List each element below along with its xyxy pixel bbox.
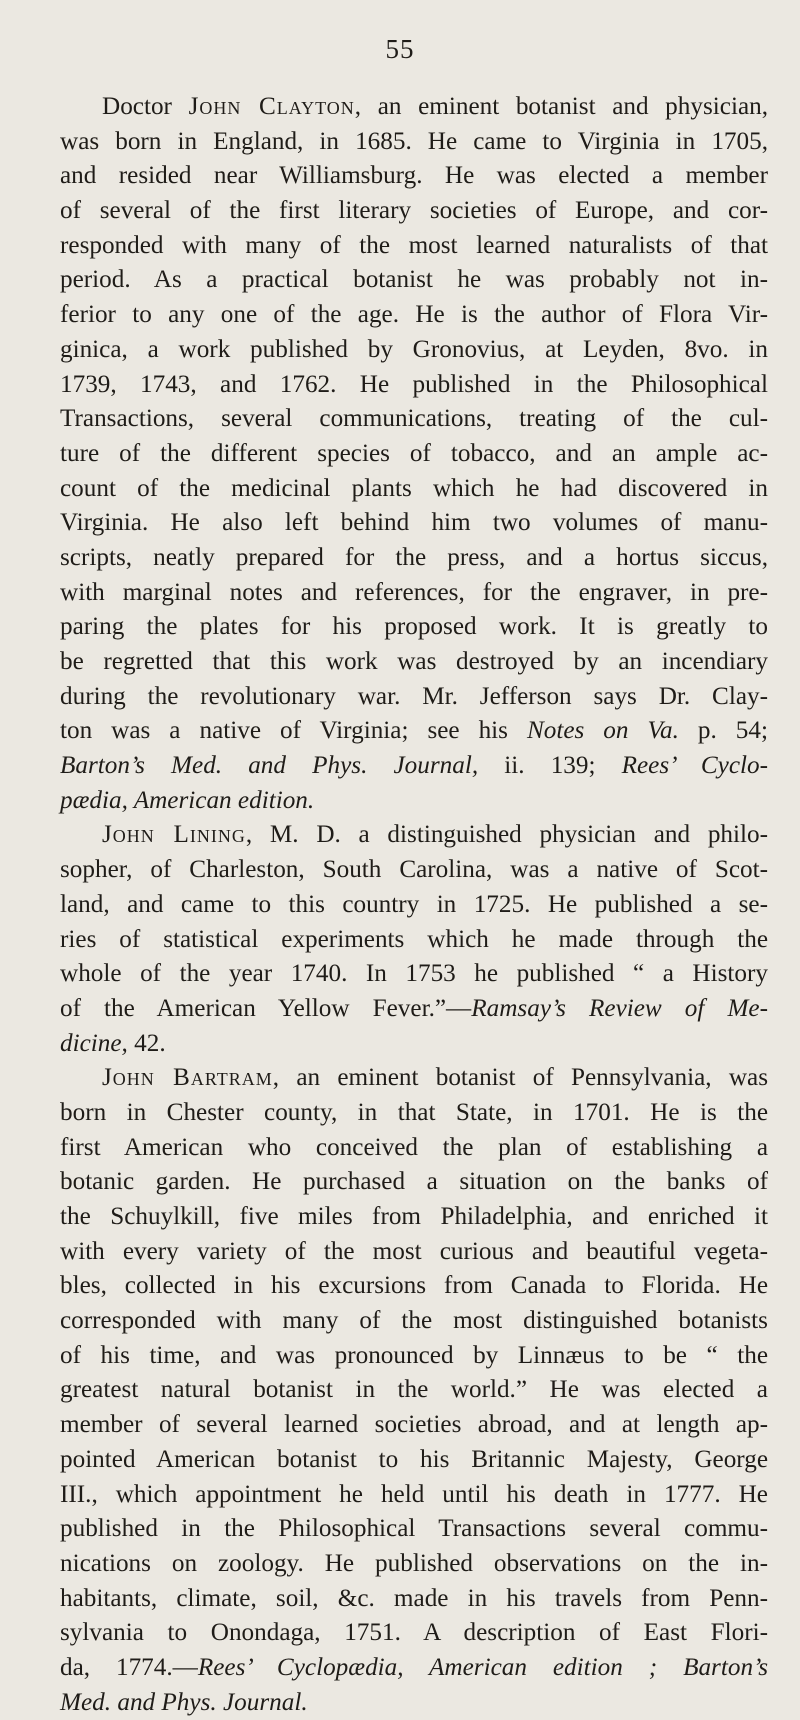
citation-italic: Barton’s Med. and Phys. Journal, <box>60 752 479 780</box>
text-line <box>60 1131 768 1166</box>
text-line <box>60 194 768 229</box>
text-line <box>60 298 768 333</box>
text-run: ries of statistical experiments which he made through the <box>60 925 768 953</box>
text-run: first American who conceived the plan of establishing a <box>60 1133 768 1161</box>
text-run: and resided near Williamsburg. He was elected a member <box>60 162 768 190</box>
text-line <box>60 1027 768 1062</box>
text-line <box>60 992 768 1027</box>
text-line <box>60 402 768 437</box>
text-line <box>60 1061 768 1096</box>
text-line <box>60 90 768 125</box>
citation-italic: Med. and Phys. Journal. <box>60 1688 308 1716</box>
text-run: greatest natural botanist in the world.” He was elected a <box>60 1376 768 1404</box>
text-line <box>60 957 768 992</box>
text-line <box>60 1408 768 1443</box>
text-line <box>60 784 768 819</box>
text-line <box>60 1512 768 1547</box>
text-line <box>60 1165 768 1200</box>
text-line <box>60 1339 768 1374</box>
text-line <box>60 1582 768 1617</box>
text-line <box>60 368 768 403</box>
paragraph <box>60 1061 768 1720</box>
text-line <box>60 472 768 507</box>
person-name: John Lining <box>102 821 246 849</box>
text-line <box>60 1443 768 1478</box>
text-run: bles, collected in his excursions from Canada to Florida. He <box>60 1272 768 1300</box>
page-body-text <box>60 90 768 1720</box>
text-line <box>60 1200 768 1235</box>
citation-italic: Rees’ Cyclopædia, American edition ; Barton’s <box>197 1653 768 1681</box>
text-run: sylvania to Onondaga, 1751. A description of East Flori- <box>60 1619 768 1647</box>
text-line <box>60 333 768 368</box>
text-line <box>60 923 768 958</box>
text-run: , an eminent botanist of Pennsylvania, was <box>272 1064 768 1092</box>
text-run: pointed American botanist to his Britannic Majesty, George <box>60 1445 768 1473</box>
paragraph <box>60 90 768 818</box>
text-line <box>60 1616 768 1651</box>
text-run: the Schuylkill, five miles from Philadelphia, and enriched it <box>60 1203 768 1230</box>
text-line <box>60 263 768 298</box>
text-run: responded with many of the most learned naturalists of that <box>60 231 768 259</box>
text-line <box>60 888 768 923</box>
text-run: during the revolutionary war. Mr. Jefferson says Dr. Clay- <box>60 682 768 710</box>
text-run: da, 1774.— <box>60 1653 198 1681</box>
text-run: period. As a practical botanist he was probably not in- <box>60 266 768 294</box>
text-line <box>60 229 768 264</box>
page-number: 55 <box>385 34 415 64</box>
text-run: habitants, climate, soil, &c. made in his travels from Penn- <box>60 1584 768 1612</box>
text-line <box>60 1547 768 1582</box>
text-line <box>60 1269 768 1304</box>
text-run: ii. 139; <box>478 752 622 780</box>
text-run: , an eminent botanist and physician, <box>354 93 769 120</box>
person-name: John Bartram <box>102 1064 273 1092</box>
text-line <box>60 610 768 645</box>
text-line <box>60 1304 768 1339</box>
text-line <box>60 645 768 680</box>
text-run: paring the plates for his proposed work. It is greatly to <box>60 613 768 641</box>
text-line <box>60 749 768 784</box>
text-run: ferior to any one of the age. He is the author of Flora Vir- <box>60 301 768 329</box>
text-run: Transactions, several communications, treating of the cul- <box>60 405 768 433</box>
text-run: published in the Philosophical Transactions several commu- <box>60 1515 768 1543</box>
text-run: was born in England, in 1685. He came to Virginia in 1705, <box>60 127 768 155</box>
text-run: member of several learned societies abroad, and at length ap- <box>60 1411 768 1439</box>
text-line <box>60 1235 768 1270</box>
text-run: of his time, and was pronounced by Linnæus to be “ the <box>60 1341 768 1369</box>
citation-italic: dicine, <box>60 1029 128 1057</box>
text-run: of the American Yellow Fever.”— <box>60 994 472 1022</box>
text-run: III., which appointment he held until his death in 1777. He <box>60 1480 768 1508</box>
text-line <box>60 125 768 160</box>
citation-italic: Ramsay’s Review of Me- <box>471 994 768 1022</box>
text-run: of several of the first literary societies of Europe, and cor- <box>60 197 768 225</box>
text-run: with marginal notes and references, for the engraver, in pre- <box>60 578 768 606</box>
text-line <box>60 714 768 749</box>
text-run: 42. <box>127 1029 166 1057</box>
text-line <box>60 159 768 194</box>
text-run: Virginia. He also left behind him two volumes of manu- <box>60 509 768 537</box>
text-run: 1739, 1743, and 1762. He published in the Philosophical <box>60 370 768 398</box>
text-line <box>60 506 768 541</box>
text-run: p. 54; <box>678 717 768 745</box>
person-name: John Clayton <box>188 93 355 120</box>
text-line <box>60 1373 768 1408</box>
text-line <box>60 680 768 715</box>
text-run: corresponded with many of the most distinguished botanists <box>60 1307 768 1335</box>
text-line <box>60 576 768 611</box>
text-run: nications on zoology. He published observations on the in- <box>60 1549 768 1577</box>
text-run: be regretted that this work was destroyed by an incendiary <box>60 648 768 675</box>
text-run: Doctor <box>102 93 189 120</box>
citation-italic: pædia, American edition. <box>60 786 315 814</box>
text-line <box>60 541 768 576</box>
text-run: with every variety of the most curious and beautiful vegeta- <box>60 1237 768 1265</box>
text-run: born in Chester county, in that State, in 1701. He is the <box>60 1098 768 1126</box>
text-run: ture of the different species of tobacco, and an ample ac- <box>60 439 768 467</box>
text-run: ginica, a work published by Gronovius, at Leyden, 8vo. in <box>60 335 768 363</box>
paragraph <box>60 818 768 1061</box>
text-run: whole of the year 1740. In 1753 he published “ a History <box>60 960 768 988</box>
text-run: land, and came to this country in 1725. He published a se- <box>60 890 768 918</box>
text-line <box>60 853 768 888</box>
text-run: botanic garden. He purchased a situation on the banks of <box>60 1168 768 1196</box>
text-line <box>60 437 768 472</box>
text-run: scripts, neatly prepared for the press, and a hortus siccus, <box>60 543 768 571</box>
text-run: count of the medicinal plants which he had discovered in <box>60 474 768 502</box>
text-run: ton was a native of Virginia; see his <box>60 717 527 745</box>
text-line <box>60 1686 768 1720</box>
citation-italic: Rees’ Cyclo- <box>621 752 769 780</box>
text-run: sopher, of Charleston, South Carolina, was a native of Scot- <box>60 856 768 884</box>
text-line <box>60 1651 768 1686</box>
text-run: , M. D. a distinguished physician and philo- <box>245 821 768 849</box>
text-line <box>60 1478 768 1513</box>
citation-italic: Notes on Va. <box>526 717 679 745</box>
text-line <box>60 818 768 853</box>
text-line <box>60 1096 768 1131</box>
